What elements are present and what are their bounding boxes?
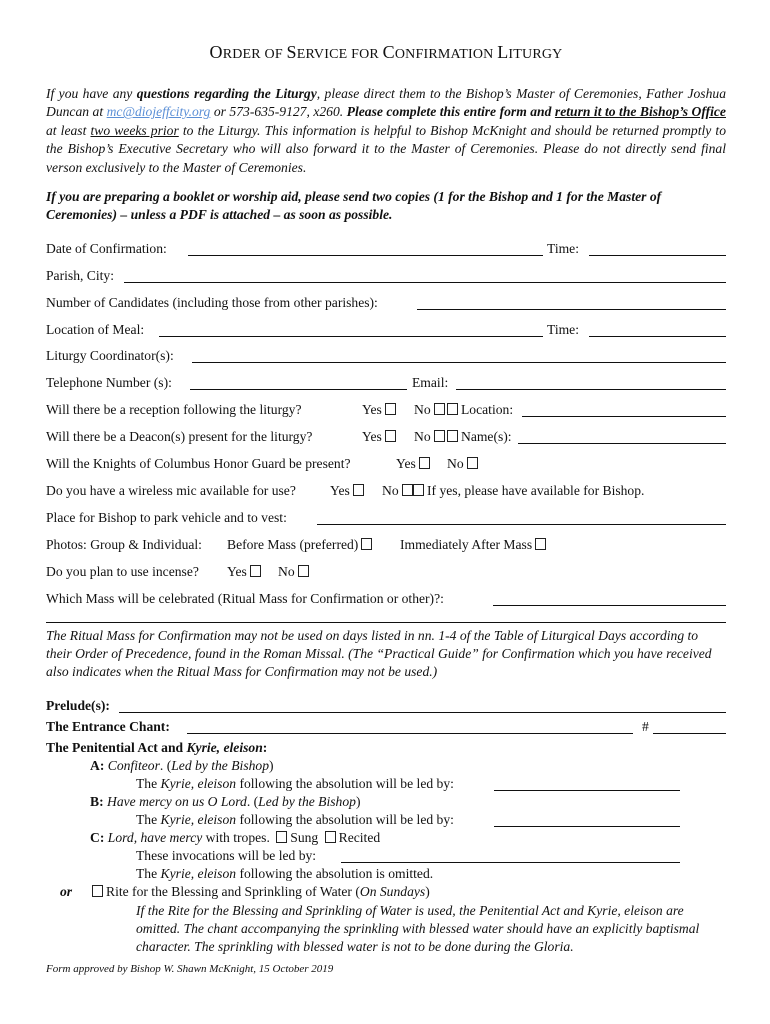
mic-row: Do you have a wireless mic available for use? Yes No If yes, please have available for Bishop. bbox=[46, 483, 645, 498]
parish-row: Parish, City: bbox=[46, 268, 726, 288]
knights-no-checkbox[interactable] bbox=[467, 457, 478, 469]
coordinator-row: Liturgy Coordinator(s): bbox=[46, 348, 726, 368]
booklet-instructions: If you are preparing a booklet or worship aid, please send two copies (1 for the Bishop and 1 for the Master of Ceremonies) – unless a PDF is attached – as soon as possible. bbox=[46, 189, 662, 223]
which-mass-row: Which Mass will be celebrated (Ritual Mass for Confirmation or other)?: bbox=[46, 591, 726, 611]
rite-row: or Rite for the Blessing and Sprinkling of Water (On Sundays) bbox=[60, 884, 430, 899]
reception-row: Will there be a reception following the liturgy? Yes No Location: bbox=[46, 402, 726, 422]
parish-field[interactable] bbox=[124, 268, 726, 283]
phone-row: Telephone Number (s): Email: bbox=[46, 375, 726, 395]
option-c: C: Lord, have mercy with tropes. Sung Recited bbox=[90, 830, 381, 845]
entrance-chant-field[interactable] bbox=[187, 719, 633, 734]
meal-location-field[interactable] bbox=[159, 322, 543, 337]
photos-before-checkbox[interactable] bbox=[361, 538, 372, 550]
time-field[interactable] bbox=[589, 241, 726, 256]
deacon-names-checkbox[interactable] bbox=[447, 430, 458, 442]
kyrie-omitted-row: The Kyrie, eleison following the absolution is omitted. bbox=[136, 866, 434, 881]
knights-row: Will the Knights of Columbus Honor Guard be present? Yes No bbox=[46, 456, 726, 476]
reception-yes-checkbox[interactable] bbox=[385, 403, 396, 415]
meal-time-field[interactable] bbox=[589, 322, 726, 337]
deacon-no-checkbox[interactable] bbox=[434, 430, 445, 442]
which-mass-field[interactable] bbox=[493, 591, 726, 606]
candidates-row: Number of Candidates (including those from other parishes): bbox=[46, 295, 726, 315]
prelude-row: Prelude(s): bbox=[46, 698, 726, 718]
option-a: A: Confiteor. (Led by the Bishop) bbox=[90, 758, 274, 773]
invocations-row: These invocations will be led by: bbox=[136, 848, 770, 868]
entrance-row: The Entrance Chant: # bbox=[46, 719, 726, 739]
option-b: B: Have mercy on us O Lord. (Led by the Bishop) bbox=[90, 794, 361, 809]
coordinator-field[interactable] bbox=[192, 348, 726, 363]
photos-after-checkbox[interactable] bbox=[535, 538, 546, 550]
incense-no-checkbox[interactable] bbox=[298, 565, 309, 577]
penitential-heading: The Penitential Act and Kyrie, eleison: bbox=[46, 740, 268, 755]
option-a-leader-field[interactable] bbox=[494, 776, 680, 791]
page-title: ORDER OF SERVICE FOR CONFIRMATION LITURGY bbox=[209, 42, 563, 62]
incense-yes-checkbox[interactable] bbox=[250, 565, 261, 577]
mic-yes-checkbox[interactable] bbox=[353, 484, 364, 496]
date-field[interactable] bbox=[188, 241, 543, 256]
option-b-kyrie: The Kyrie, eleison following the absolution will be led by: bbox=[136, 812, 770, 832]
reception-no-checkbox[interactable] bbox=[434, 403, 445, 415]
email-link[interactable]: mc@diojeffcity.org bbox=[106, 104, 211, 120]
deacon-row: Will there be a Deacon(s) present for the liturgy? Yes No Name(s): bbox=[46, 429, 726, 449]
sung-checkbox[interactable] bbox=[276, 831, 287, 843]
invocations-leader-field[interactable] bbox=[341, 848, 680, 863]
park-row: Place for Bishop to park vehicle and to vest: bbox=[46, 510, 726, 530]
knights-yes-checkbox[interactable] bbox=[419, 457, 430, 469]
ritual-mass-notice: The Ritual Mass for Confirmation may not be used on days listed in nn. 1-4 of the Table of Liturgical Days according to their Order of Precedence, found in the Roman Missal. (The “Practical Guide” for Confirmation which you have received also indicates when the Ritual Mass for Confirmation may not be used.) bbox=[46, 628, 712, 679]
rite-note: If the Rite for the Blessing and Sprinkling of Water is used, the Penitential Act and Kyrie, eleison are omitted. The chant accompanying the sprinkling with blessed water should have an explicitly baptismal character. The sprinkling with blessed water is not to be done during the Gloria. bbox=[136, 903, 700, 954]
reception-location-checkbox[interactable] bbox=[447, 403, 458, 415]
deacon-yes-checkbox[interactable] bbox=[385, 430, 396, 442]
option-a-kyrie: The Kyrie, eleison following the absolution will be led by: bbox=[136, 776, 770, 796]
candidates-field[interactable] bbox=[417, 295, 726, 310]
mic-available-checkbox[interactable] bbox=[413, 484, 424, 496]
option-b-leader-field[interactable] bbox=[494, 812, 680, 827]
park-field[interactable] bbox=[317, 510, 726, 525]
reception-location-field[interactable] bbox=[522, 402, 726, 417]
intro-paragraph: If you have any questions regarding the Liturgy, please direct them to the Bishop’s Master of Ceremonies, Father Joshua Duncan at mc@diojeffcity.org or 573-635-9127, x260. Please complete this entire form and return it to the Bishop’s Office at least two weeks prior to the Liturgy. This information is helpful to Bishop McKnight and should be returned promptly to the Bishop’s Executive Secretary who will also forward it to the Master of Ceremonies. Please do not directly send final verson exclusively to the Master of Ceremonies. bbox=[46, 86, 726, 175]
prelude-field[interactable] bbox=[119, 698, 726, 713]
incense-row: Do you plan to use incense? Yes No bbox=[46, 564, 726, 584]
recited-checkbox[interactable] bbox=[325, 831, 336, 843]
phone-field[interactable] bbox=[190, 375, 407, 390]
entrance-number-field[interactable] bbox=[653, 719, 726, 734]
rite-checkbox[interactable] bbox=[92, 885, 103, 897]
date-row: Date of Confirmation: Time: bbox=[46, 241, 726, 261]
email-field[interactable] bbox=[456, 375, 726, 390]
divider bbox=[46, 622, 726, 623]
footer-approval: Form approved by Bishop W. Shawn McKnight, 15 October 2019 bbox=[46, 963, 334, 975]
deacon-names-field[interactable] bbox=[518, 429, 726, 444]
photos-row: Photos: Group & Individual: Before Mass (preferred) Immediately After Mass bbox=[46, 537, 726, 557]
meal-row: Location of Meal: Time: bbox=[46, 322, 726, 342]
